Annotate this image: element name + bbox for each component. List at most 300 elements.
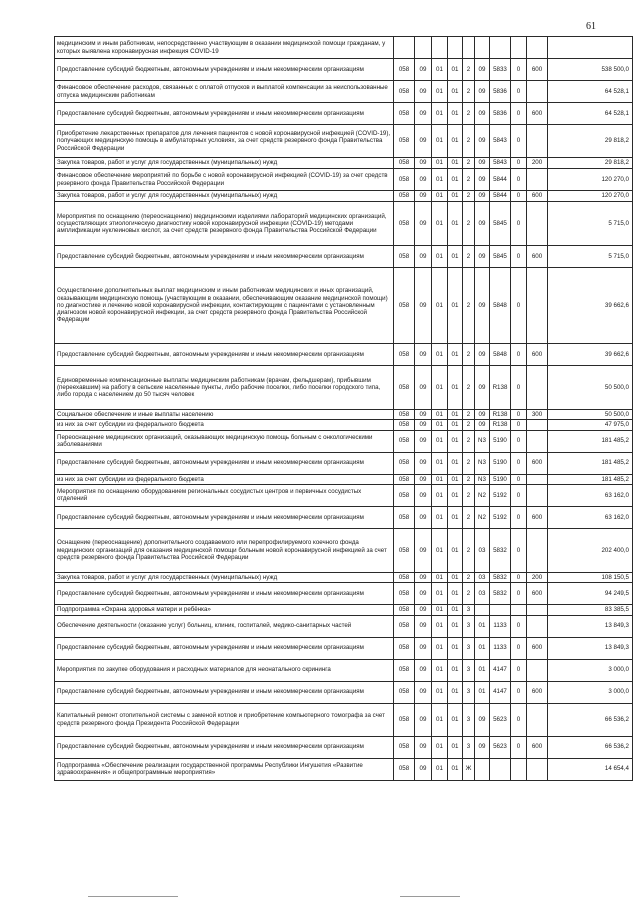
table-row [55,81,633,103]
subsection-code: 01 [432,572,448,582]
program-code: 01 [448,410,463,420]
row-description: Социальное обеспечение и иные выплаты населению [55,410,394,420]
direction-code [490,37,511,59]
expense-type-code: 600 [527,583,548,605]
subsection-code: 01 [432,703,448,736]
table-row [55,344,633,366]
expense-code: 0 [511,506,527,528]
subprogram-code: 2 [463,268,475,344]
ministry-code: 058 [394,410,415,420]
expense-type-code [527,366,548,410]
direction-code: 5843 [490,125,511,158]
expense-type-code [527,169,548,191]
ministry-code: 058 [394,681,415,703]
expense-code: 0 [511,246,527,268]
amount: 13 849,3 [548,637,633,659]
amount: 39 662,6 [548,268,633,344]
expense-type-code [527,202,548,246]
row-description: Подпрограмма «Охрана здоровья матери и ребёнка» [55,605,394,615]
section-code: 09 [415,202,432,246]
direction-code: 5190 [490,452,511,474]
amount: 181 485,2 [548,474,633,484]
expense-code: 0 [511,659,527,681]
subprogram-code: 3 [463,681,475,703]
row-description: Закупка товаров, работ и услуг для государственных (муниципальных) нужд [55,572,394,582]
direction-code: 4147 [490,681,511,703]
ministry-code: 058 [394,268,415,344]
ministry-code: 058 [394,615,415,637]
measure-code: 09 [475,736,490,758]
subprogram-code: 2 [463,158,475,169]
direction-code: 5843 [490,158,511,169]
direction-code: R138 [490,410,511,420]
subprogram-code: 2 [463,528,475,572]
direction-code: 5832 [490,572,511,582]
subprogram-code: 2 [463,246,475,268]
amount: 63 162,0 [548,506,633,528]
subsection-code: 01 [432,366,448,410]
measure-code: 09 [475,158,490,169]
ministry-code: 058 [394,528,415,572]
row-description: Финансовое обеспечение расходов, связанных с оплатой отпусков и выплатой компенсации за неиспользованные отпуска медицинским работникам [55,81,394,103]
expense-type-code [527,703,548,736]
subprogram-code: 3 [463,605,475,615]
table-row [55,366,633,410]
subsection-code: 01 [432,637,448,659]
table-row [55,484,633,506]
program-code: 01 [448,202,463,246]
program-code: 01 [448,506,463,528]
subsection-code: 01 [432,191,448,202]
subprogram-code: 2 [463,452,475,474]
amount [548,37,633,59]
expense-code: 0 [511,528,527,572]
measure-code: 09 [475,202,490,246]
subsection-code: 01 [432,430,448,452]
section-code: 09 [415,736,432,758]
expense-type-code: 200 [527,572,548,582]
program-code: 01 [448,59,463,81]
ministry-code: 058 [394,703,415,736]
program-code: 01 [448,452,463,474]
table-row [55,125,633,158]
subprogram-code: 2 [463,103,475,125]
direction-code: R138 [490,420,511,430]
budget-table [54,36,633,781]
ministry-code: 058 [394,420,415,430]
table-row [55,202,633,246]
expense-type-code [527,37,548,59]
direction-code: 5836 [490,103,511,125]
section-code: 09 [415,125,432,158]
program-code: 01 [448,420,463,430]
program-code: 01 [448,81,463,103]
amount: 50 500,0 [548,366,633,410]
expense-type-code: 600 [527,246,548,268]
table-row [55,681,633,703]
direction-code: 5623 [490,703,511,736]
subprogram-code: 2 [463,59,475,81]
subprogram-code: 2 [463,420,475,430]
amount: 3 000,0 [548,659,633,681]
program-code: 01 [448,191,463,202]
measure-code: 09 [475,268,490,344]
table-row [55,615,633,637]
measure-code: 09 [475,81,490,103]
section-code: 09 [415,344,432,366]
row-description: Предоставление субсидий бюджетным, автономным учреждениям и иным некоммерческим организациям [55,452,394,474]
expense-type-code: 200 [527,158,548,169]
subsection-code: 01 [432,484,448,506]
direction-code: 5190 [490,474,511,484]
row-description: Обеспечение деятельности (оказание услуг) больниц, клиник, госпиталей, медико-санитарных частей [55,615,394,637]
subsection-code: 01 [432,59,448,81]
row-description: Предоставление субсидий бюджетным, автономным учреждениям и иным некоммерческим организациям [55,344,394,366]
amount: 63 162,0 [548,484,633,506]
table-row [55,659,633,681]
program-code: 01 [448,268,463,344]
subprogram-code [463,37,475,59]
amount: 64 528,1 [548,103,633,125]
row-description: Единовременные компенсационные выплаты медицинским работникам (врачам, фельдшерам), прибывшим (переехавшим) на работу в сельские населенные пункты, либо рабочие поселки, либо поселки городского типа, либо города с населением до 50 тысяч человек [55,366,394,410]
section-code: 09 [415,615,432,637]
measure-code [475,758,490,780]
section-code: 09 [415,420,432,430]
subprogram-code: 3 [463,703,475,736]
measure-code: 01 [475,615,490,637]
table-row [55,246,633,268]
subsection-code: 01 [432,615,448,637]
measure-code: 03 [475,528,490,572]
ministry-code: 058 [394,191,415,202]
subprogram-code: 2 [463,410,475,420]
amount: 14 654,4 [548,758,633,780]
amount: 66 536,2 [548,736,633,758]
subsection-code: 01 [432,420,448,430]
measure-code: 09 [475,103,490,125]
expense-code: 0 [511,366,527,410]
table-row [55,430,633,452]
measure-code [475,37,490,59]
program-code: 01 [448,366,463,410]
subprogram-code: 3 [463,615,475,637]
section-code: 09 [415,583,432,605]
ministry-code: 058 [394,572,415,582]
amount: 538 500,0 [548,59,633,81]
subprogram-code: 2 [463,430,475,452]
row-description: Подпрограмма «Обеспечение реализации государственной программы Республики Ингушетия «Развитие здравоохранения» и общепрограммные мероприятия» [55,758,394,780]
measure-code: N3 [475,474,490,484]
row-description: Осуществление дополнительных выплат медицинским и иным работникам медицинских и иных организаций, оказывающим медицинскую помощь (участвующим в оказании, обеспечивающим оказание медицинской помощи) по диагностике и лечению новой коронавирусной инфекции, контактирующим с пациентами с установленным диагнозом новой коронавирусной инфекции, за счет средств резервного фонда Правительства Российской Федерации [55,268,394,344]
section-code: 09 [415,81,432,103]
expense-code: 0 [511,158,527,169]
expense-code: 0 [511,125,527,158]
ministry-code: 058 [394,452,415,474]
row-description: Переоснащение медицинских организаций, оказывающих медицинскую помощь больным с онкологическими заболеваниями [55,430,394,452]
row-description: из них за счет субсидии из федерального бюджета [55,420,394,430]
direction-code: 5844 [490,169,511,191]
expense-code [511,37,527,59]
ministry-code: 058 [394,202,415,246]
program-code: 01 [448,605,463,615]
direction-code [490,605,511,615]
subprogram-code: 2 [463,474,475,484]
expense-type-code: 600 [527,452,548,474]
subprogram-code: 2 [463,202,475,246]
expense-type-code [527,758,548,780]
direction-code: 5833 [490,59,511,81]
subprogram-code: 2 [463,344,475,366]
ministry-code: 058 [394,484,415,506]
section-code: 09 [415,474,432,484]
expense-code: 0 [511,474,527,484]
row-description: Приобретение лекарственных препаратов для лечения пациентов с новой коронавирусной инфекцией (COVID-19), получающих медицинскую помощь в амбулаторных условиях, за счет средств резервного фонда Правительства Российской Федерации [55,125,394,158]
subprogram-code: 2 [463,366,475,410]
expense-code: 0 [511,268,527,344]
ministry-code: 058 [394,583,415,605]
row-description: Финансовое обеспечение мероприятий по борьбе с новой коронавирусной инфекцией (COVID-19) за счет средств резервного фонда Правительства Российской Федерации [55,169,394,191]
measure-code: 09 [475,703,490,736]
row-description: Предоставление субсидий бюджетным, автономным учреждениям и иным некоммерческим организациям [55,583,394,605]
table-row [55,474,633,484]
subsection-code: 01 [432,736,448,758]
ministry-code: 058 [394,103,415,125]
table-row [55,158,633,169]
ministry-code: 058 [394,81,415,103]
section-code: 09 [415,410,432,420]
section-code: 09 [415,506,432,528]
subprogram-code: 3 [463,736,475,758]
subsection-code: 01 [432,246,448,268]
subsection-code: 01 [432,125,448,158]
expense-type-code: 600 [527,103,548,125]
program-code: 01 [448,474,463,484]
row-description: Предоставление субсидий бюджетным, автономным учреждениям и иным некоммерческим организациям [55,59,394,81]
section-code: 09 [415,758,432,780]
section-code: 09 [415,268,432,344]
section-code: 09 [415,246,432,268]
program-code: 01 [448,703,463,736]
expense-type-code [527,81,548,103]
expense-code: 0 [511,572,527,582]
subprogram-code: 2 [463,169,475,191]
section-code: 09 [415,452,432,474]
measure-code: 09 [475,410,490,420]
amount: 3 000,0 [548,681,633,703]
program-code: 01 [448,484,463,506]
ministry-code: 058 [394,506,415,528]
measure-code: 03 [475,583,490,605]
table-row [55,583,633,605]
program-code: 01 [448,637,463,659]
expense-code: 0 [511,103,527,125]
subsection-code: 01 [432,474,448,484]
scan-artifact-line [88,896,178,897]
measure-code: 09 [475,59,490,81]
row-description: Предоставление субсидий бюджетным, автономным учреждениям и иным некоммерческим организациям [55,681,394,703]
amount: 64 528,1 [548,81,633,103]
subprogram-code: 3 [463,637,475,659]
scan-artifact-line [400,896,460,897]
section-code: 09 [415,703,432,736]
table-row [55,420,633,430]
measure-code: 09 [475,366,490,410]
subprogram-code: 2 [463,484,475,506]
section-code: 09 [415,430,432,452]
row-description: Мероприятия по оснащению оборудованием региональных сосудистых центров и первичных сосудистых отделений [55,484,394,506]
expense-code: 0 [511,202,527,246]
table-row [55,605,633,615]
expense-type-code [527,484,548,506]
subsection-code: 01 [432,81,448,103]
ministry-code: 058 [394,158,415,169]
amount: 181 485,2 [548,452,633,474]
direction-code: 5848 [490,344,511,366]
expense-type-code: 600 [527,506,548,528]
measure-code: 09 [475,420,490,430]
amount: 5 715,0 [548,246,633,268]
ministry-code: 058 [394,125,415,158]
table-row [55,103,633,125]
direction-code: 1133 [490,637,511,659]
expense-type-code [527,125,548,158]
expense-code: 0 [511,81,527,103]
program-code: 01 [448,169,463,191]
section-code: 09 [415,681,432,703]
expense-type-code: 600 [527,59,548,81]
direction-code: 1133 [490,615,511,637]
subsection-code: 01 [432,452,448,474]
ministry-code: 058 [394,430,415,452]
amount: 120 270,0 [548,191,633,202]
section-code: 09 [415,169,432,191]
direction-code [490,758,511,780]
section-code: 09 [415,366,432,410]
table-row [55,59,633,81]
amount: 50 500,0 [548,410,633,420]
subsection-code: 01 [432,169,448,191]
amount: 202 400,0 [548,528,633,572]
expense-type-code [527,659,548,681]
amount: 181 485,2 [548,430,633,452]
direction-code: 5845 [490,202,511,246]
direction-code: 4147 [490,659,511,681]
subprogram-code: Ж [463,758,475,780]
measure-code: 03 [475,572,490,582]
section-code: 09 [415,158,432,169]
expense-code: 0 [511,615,527,637]
program-code: 01 [448,430,463,452]
row-description: Предоставление субсидий бюджетным, автономным учреждениям и иным некоммерческим организациям [55,103,394,125]
section-code: 09 [415,191,432,202]
expense-code: 0 [511,583,527,605]
ministry-code: 058 [394,246,415,268]
expense-code: 0 [511,59,527,81]
subsection-code: 01 [432,410,448,420]
expense-type-code: 600 [527,736,548,758]
row-description: из них за счет субсидии из федерального бюджета [55,474,394,484]
row-description: Предоставление субсидий бюджетным, автономным учреждениям и иным некоммерческим организациям [55,637,394,659]
amount: 29 818,2 [548,125,633,158]
table-row [55,410,633,420]
direction-code: 5848 [490,268,511,344]
measure-code: N3 [475,452,490,474]
measure-code: N2 [475,506,490,528]
measure-code: 01 [475,637,490,659]
measure-code: N2 [475,484,490,506]
ministry-code [394,37,415,59]
expense-code: 0 [511,344,527,366]
subprogram-code: 2 [463,81,475,103]
section-code: 09 [415,528,432,572]
expense-code [511,605,527,615]
section-code: 09 [415,659,432,681]
subsection-code: 01 [432,583,448,605]
measure-code: 09 [475,344,490,366]
expense-type-code: 600 [527,344,548,366]
expense-type-code: 600 [527,191,548,202]
page-number: 61 [586,21,596,32]
program-code: 01 [448,583,463,605]
direction-code: 5844 [490,191,511,202]
expense-type-code: 600 [527,681,548,703]
expense-code: 0 [511,169,527,191]
subprogram-code: 2 [463,125,475,158]
ministry-code: 058 [394,344,415,366]
table-row [55,637,633,659]
subprogram-code: 2 [463,572,475,582]
table-row [55,191,633,202]
amount: 13 849,3 [548,615,633,637]
expense-type-code [527,430,548,452]
program-code: 01 [448,103,463,125]
amount: 66 536,2 [548,703,633,736]
section-code: 09 [415,637,432,659]
section-code [415,37,432,59]
expense-code: 0 [511,637,527,659]
subsection-code: 01 [432,506,448,528]
row-description: Капитальный ремонт отопительной системы с заменой котлов и приобретение компьютерного томографа за счет средств резервного фонда Президента Российской Федерации [55,703,394,736]
program-code: 01 [448,659,463,681]
ministry-code: 058 [394,169,415,191]
ministry-code: 058 [394,659,415,681]
program-code: 01 [448,246,463,268]
program-code: 01 [448,681,463,703]
expense-code: 0 [511,703,527,736]
row-description: Мероприятия по закупке оборудования и расходных материалов для неонатального скрининга [55,659,394,681]
subsection-code: 01 [432,659,448,681]
table-row [55,169,633,191]
row-description: Предоставление субсидий бюджетным, автономным учреждениям и иным некоммерческим организациям [55,736,394,758]
ministry-code: 058 [394,637,415,659]
amount: 108 150,5 [548,572,633,582]
subsection-code: 01 [432,681,448,703]
subprogram-code: 2 [463,191,475,202]
measure-code: 09 [475,246,490,268]
row-description: Мероприятия по оснащению (переоснащению) медицинскими изделиями лабораторий медицинских организаций, осуществляющих этиологическую диагностику новой коронавирусной инфекции (COVID-19) методами амплификации нуклеиновых кислот, за счет средств резервного фонда Правительства Российской Федерации [55,202,394,246]
subsection-code: 01 [432,268,448,344]
ministry-code: 058 [394,474,415,484]
ministry-code: 058 [394,605,415,615]
row-description: Предоставление субсидий бюджетным, автономным учреждениям и иным некоммерческим организациям [55,506,394,528]
expense-code: 0 [511,484,527,506]
budget-table-body [55,37,633,781]
section-code: 09 [415,484,432,506]
program-code: 01 [448,158,463,169]
table-row [55,572,633,582]
amount: 47 975,0 [548,420,633,430]
table-row [55,703,633,736]
